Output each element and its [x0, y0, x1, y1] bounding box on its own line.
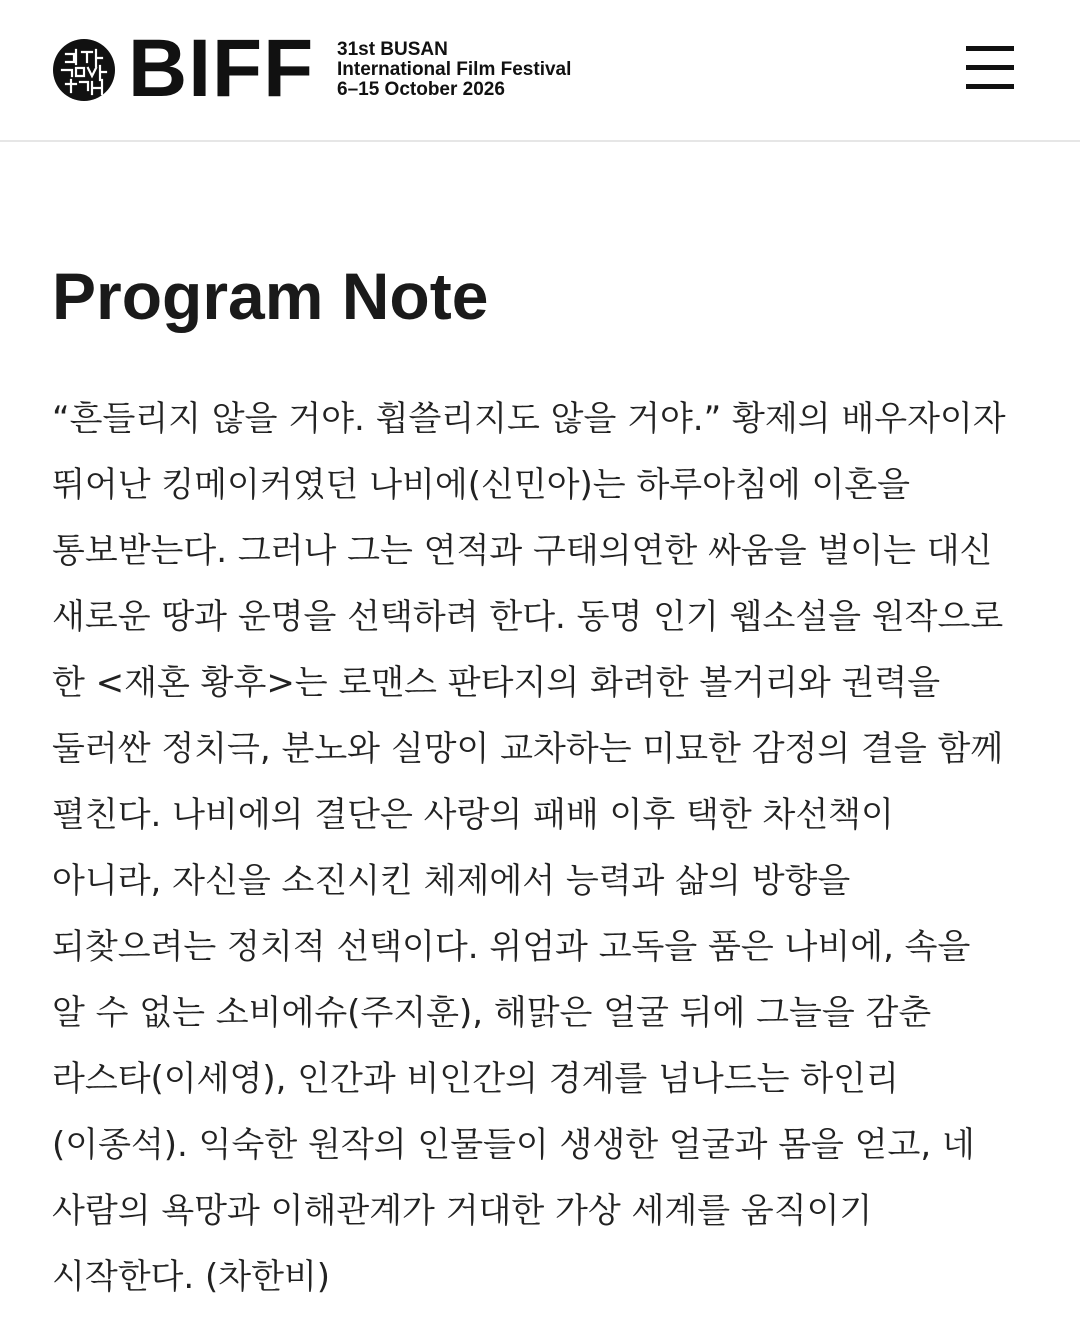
biff-emblem-icon[interactable] — [52, 38, 116, 102]
note-line: “흔들리지 않을 거야. 휩쓸리지도 않을 거야.” 황제의 배우자이자 — [52, 399, 1006, 439]
note-line: 사람의 욕망과 이해관계가 거대한 가상 세계를 움직이기 — [52, 1191, 873, 1231]
festival-name: International Film Festival — [337, 59, 572, 80]
note-line: 통보받는다. 그러나 그는 연적과 구태의연한 싸움을 벌이는 대신 — [52, 531, 993, 571]
note-line: 아니라, 자신을 소진시킨 체제에서 능력과 삶의 방향을 — [52, 861, 851, 901]
note-line: 알 수 없는 소비에슈(주지훈), 해맑은 얼굴 뒤에 그늘을 감춘 — [52, 993, 932, 1033]
festival-edition: 31st BUSAN — [337, 39, 448, 60]
note-line: 뛰어난 킹메이커였던 나비에(신민아)는 하루아침에 이혼을 — [52, 465, 911, 505]
note-line: 펼친다. 나비에의 결단은 사랑의 패배 이후 택한 차선책이 — [52, 795, 894, 835]
note-line: 한 <재혼 황후>는 로맨스 판타지의 화려한 볼거리와 권력을 — [52, 663, 941, 703]
festival-info — [337, 40, 571, 100]
program-note-body — [52, 386, 1032, 1310]
page-title: Program Note — [52, 259, 489, 333]
biff-wordmark-logo[interactable]: BIFF — [128, 23, 315, 114]
note-line: 되찾으려는 정치적 선택이다. 위엄과 고독을 품은 나비에, 속을 — [52, 927, 971, 967]
festival-dates: 6–15 October 2026 — [337, 79, 505, 100]
site-header — [0, 0, 1080, 142]
note-line: (이종석). 익숙한 원작의 인물들이 생생한 얼굴과 몸을 얻고, 네 — [52, 1125, 975, 1165]
menu-button[interactable] — [958, 40, 1022, 96]
note-line: 둘러싼 정치극, 분노와 실망이 교차하는 미묘한 감정의 결을 함께 — [52, 729, 1004, 769]
note-line: 시작한다. (차한비) — [52, 1257, 331, 1297]
note-line: 라스타(이세영), 인간과 비인간의 경계를 넘나드는 하인리 — [52, 1059, 899, 1099]
note-line: 새로운 땅과 운명을 선택하려 한다. 동명 인기 웹소설을 원작으로 — [52, 597, 1004, 637]
